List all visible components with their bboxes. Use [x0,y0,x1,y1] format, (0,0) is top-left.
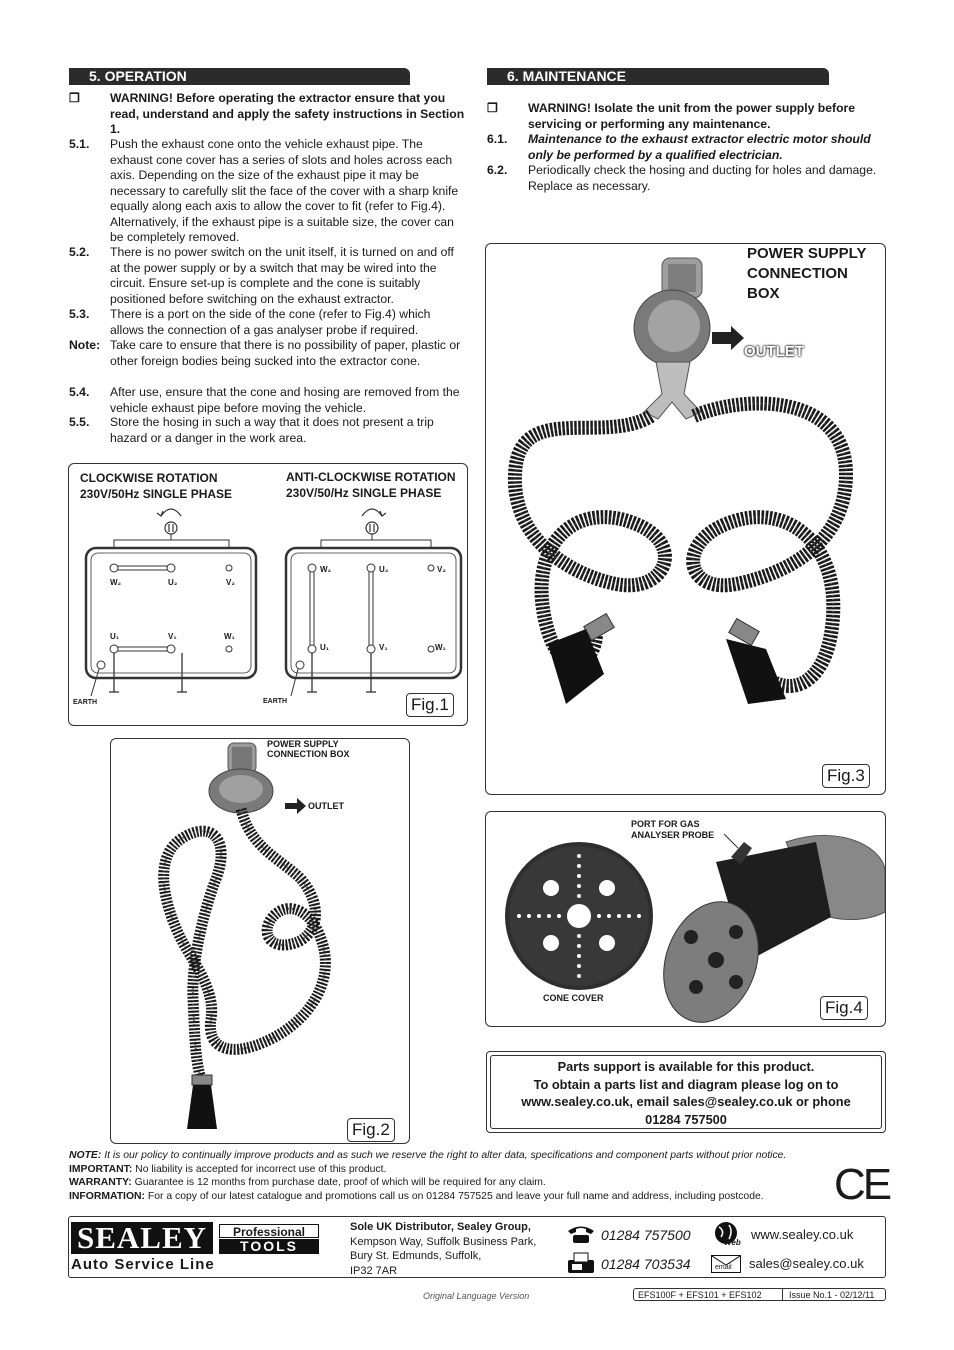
fig4-port-label-2: ANALYSER PROBE [631,830,715,840]
extractor-twin-hose-illustration [486,244,885,794]
fig3-label: Fig.3 [822,764,870,788]
logo-tools: TOOLS [219,1239,319,1254]
parts-support-line-1: Parts support is available for this product. [557,1059,815,1074]
fig3-power-label-1: POWER SUPPLY [747,245,867,262]
terminal-u1-left: U₁ [110,632,120,641]
fig4-label: Fig.4 [820,996,868,1020]
fig1-left-title-1: CLOCKWISE ROTATION [80,471,218,485]
fig3-power-label-3: BOX [747,285,780,302]
sealey-logo [71,1222,321,1274]
fig2-label: Fig.2 [347,1118,395,1142]
email-icon: email [711,1255,741,1273]
terminal-v1-right: V₁ [379,643,388,652]
fig2-power-label-1: POWER SUPPLY [267,739,339,749]
fig2-outlet-label: OUTLET [308,801,344,811]
logo-tagline: Auto Service Line [71,1256,215,1273]
model-numbers: EFS100F + EFS101 + EFS102 [638,1290,762,1300]
right-exhaust-cone [726,619,786,704]
fig4-box [485,811,886,1027]
footer-box [68,1216,886,1278]
terminal-w2-left: W₂ [110,578,122,587]
fig4-port-label-1: PORT FOR GAS [631,819,700,829]
terminal-w1-left: W₁ [224,632,235,641]
left-exhaust-cone [548,614,614,704]
logo-main: SEALEY [71,1222,213,1254]
terminal-u2-left: U₂ [168,578,178,587]
fig3-outlet-label: OUTLET [744,343,804,360]
fig2-power-label-2: CONNECTION BOX [267,749,350,759]
terminal-v2-left: V₂ [226,578,235,587]
parts-support-line-4: 01284 757500 [645,1111,727,1127]
phone-icon [566,1224,596,1244]
fig1-label: Fig.1 [406,693,454,717]
fax-number[interactable]: 01284 703534 [601,1256,691,1272]
terminal-w1-right: W₁ [435,643,446,652]
note-line: NOTE: It is our policy to continually improve products and as such we reserve the right to alter data, specifications and component parts without prior notice. [69,1150,787,1161]
fig1-left-title-2: 230V/50Hz SINGLE PHASE [80,487,233,501]
web-icon: Web [711,1221,745,1249]
earth-label-left: EARTH [73,699,98,706]
clockwise-rotation-arrow [157,509,181,534]
operation-heading: 5. OPERATION [69,68,410,85]
email-link[interactable]: sales@sealey.co.uk [749,1256,864,1271]
terminal-w2-right: W₂ [320,565,332,574]
fig1-right-title-2: 230V/50/Hz SINGLE PHASE [286,486,442,500]
phone-number[interactable]: 01284 757500 [601,1227,691,1243]
fig1-right-title-1: ANTI-CLOCKWISE ROTATION [286,470,456,484]
terminal-v2-right: V₂ [437,565,446,574]
logo-professional: Professional [219,1224,319,1238]
fig2-box [110,738,410,1144]
fig1-box [68,463,468,726]
fax-icon [566,1252,596,1274]
original-language: Original Language Version [423,1291,530,1301]
distributor-block: Sole UK Distributor, Sealey Group, Kempson Way, Suffolk Business Park, Bury St. Edmunds, Suffolk, IP32 7AR [350,1221,537,1277]
warning-bullet: ❐ [69,91,80,105]
important-line: IMPORTANT: No liability is accepted for incorrect use of this product. [69,1164,387,1175]
parts-support-line-3: www.sealey.co.uk, email sales@sealey.co.uk or phone [521,1094,851,1109]
model-issue-box [633,1288,886,1301]
web-link[interactable]: www.sealey.co.uk [751,1227,854,1242]
warning-text: WARNING! Before operating the extractor ensure that you read, understand and apply the safety instructions in Section 1 [110,91,465,136]
maintenance-heading: 6. MAINTENANCE [487,68,829,85]
warranty-line: WARRANTY: Guarantee is 12 months from purchase date, proof of which will be required for any claim. [69,1177,546,1188]
terminal-u1-right: U₁ [320,643,330,652]
wiring-diagram [69,464,467,725]
fig4-cone-cover-label: CONE COVER [543,993,604,1003]
parts-support-box [486,1051,886,1133]
terminal-u2-right: U₂ [379,565,389,574]
ce-mark-icon: CE [834,1160,890,1209]
information-line: INFORMATION: For a copy of our latest catalogue and promotions call us on 01284 757525 and leave your full name and address, including postcode. [69,1191,764,1202]
fig3-power-label-2: CONNECTION [747,265,848,282]
extractor-single-hose-illustration [111,739,409,1143]
earth-label-right: EARTH [263,698,288,705]
fig3-box [485,243,886,795]
anticlockwise-rotation-arrow [362,509,386,534]
terminal-v1-left: V₁ [168,632,177,641]
parts-support-line-2: To obtain a parts list and diagram please log on to [533,1076,839,1092]
issue-number: Issue No.1 - 02/12/11 [789,1290,875,1300]
